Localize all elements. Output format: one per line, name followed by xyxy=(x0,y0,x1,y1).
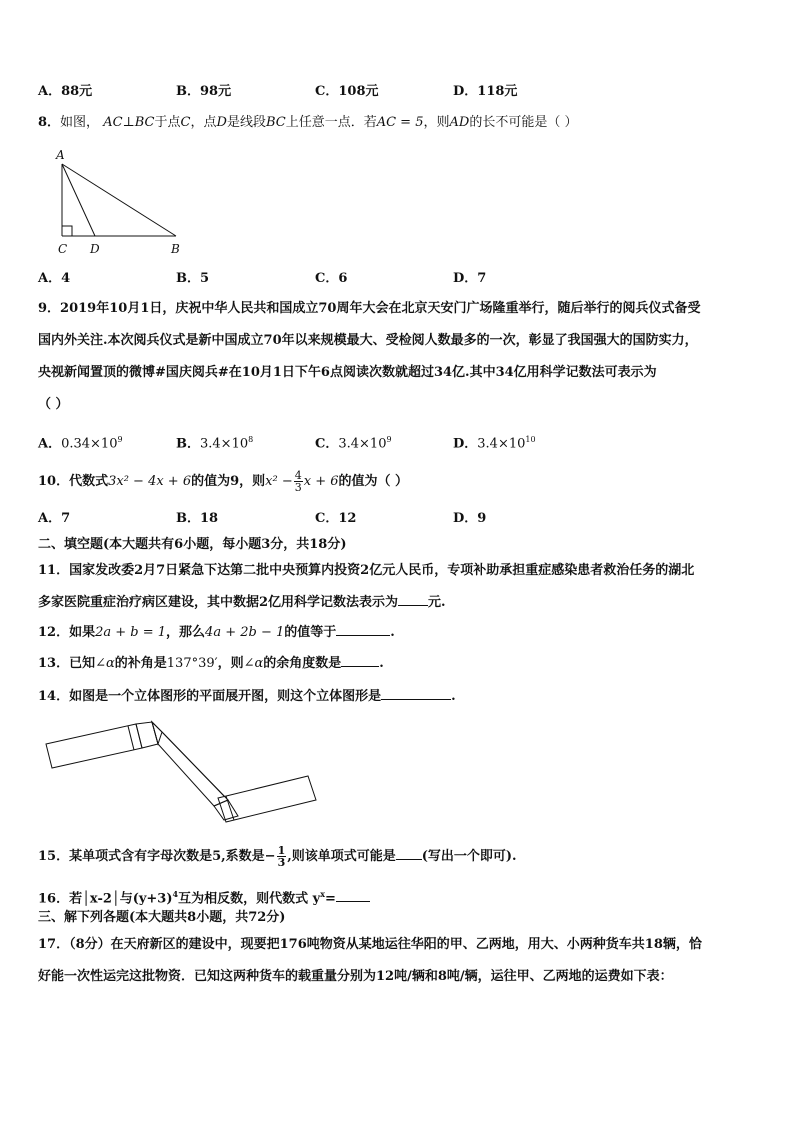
q9-line-4: （ ） xyxy=(38,397,69,412)
q17-line-1: 17．（8分）在天府新区的建设中，现要把176吨物资从某地运往华阳的甲、乙两地，用大、小两种货车共18辆，恰 xyxy=(38,937,702,952)
q8-option-b: B．5 xyxy=(176,271,210,286)
q10-option-b: B．18 xyxy=(176,511,219,526)
q10-option-a: A．7 xyxy=(38,511,71,526)
q15-stem: 15．某单项式含有字母次数是5,系数是− $\frac{1}{3}$ ,则该单项式可能是 (写出一个即可). xyxy=(38,844,517,869)
q10-option-c: C．12 xyxy=(315,511,357,526)
q13-answer-blank[interactable] xyxy=(341,654,379,667)
q15-answer-blank[interactable] xyxy=(396,847,422,860)
q12-stem: 12．如果2a + b = 1，那么4a + 2b − 1的值等于 . xyxy=(38,625,395,640)
q11-line-1: 11．国家发改委2月7日紧急下达第二批中央预算内投资2亿元人民币，专项补助承担重症感染患者救治任务的湖北 xyxy=(38,563,695,578)
q7-option-c: C．108元 xyxy=(315,84,379,99)
q8-stem: 8．如图， AC⊥BC于点C，点D是线段BC上任意一点．若AC = 5，则AD的长不可能是（ ） xyxy=(38,115,578,130)
label-c: C xyxy=(58,242,68,256)
right-angle-mark xyxy=(62,226,72,236)
q9-line-2: 国内外关注.本次阅兵仪式是新中国成立70年以来规模最大、受检阅人数最多的一次，彰显了我国强大的国防实力， xyxy=(38,333,698,348)
section-2-heading: 二、填空题(本大题共有6小题，每小题3分，共18分) xyxy=(38,537,347,552)
q7-options xyxy=(38,83,756,101)
q10-option-d: D．9 xyxy=(453,511,487,526)
q9-option-d: D．$3.4\times 10^{10}$ xyxy=(453,435,536,452)
q9-option-c: C．$3.4\times 10^9$ xyxy=(315,435,392,452)
q8-option-a: A．4 xyxy=(38,271,71,286)
q14-prism-net-figure xyxy=(38,714,338,826)
q9-line-3: 央视新闻置顶的微博#国庆阅兵#在10月1日下午6点阅读次数就超过34亿.其中34亿用科学记数法可表示为 xyxy=(38,365,657,380)
q8-option-d: D．7 xyxy=(453,271,487,286)
q9-options xyxy=(38,431,756,452)
q8-options xyxy=(38,270,756,288)
q9-option-b: B．$3.4\times 10^8$ xyxy=(176,435,254,452)
q9-line-1: 9．2019年10月1日，庆祝中华人民共和国成立70周年大会在北京天安门广场隆重举行，随后举行的阅兵仪式备受 xyxy=(38,301,701,316)
q7-option-a: A．88元 xyxy=(38,84,93,99)
section-3-heading: 三、解下列各题(本大题共8小题，共72分) xyxy=(38,910,286,925)
q10-fraction: $\frac{4}{3}$ xyxy=(294,469,302,494)
q11-line-2: 多家医院重症治疗病区建设，其中数据2亿用科学记数法表示为 元. xyxy=(38,595,446,610)
segment-ab xyxy=(62,164,176,236)
q14-answer-blank[interactable] xyxy=(381,687,451,700)
q15-fraction: $\frac{1}{3}$ xyxy=(277,844,286,869)
q11-answer-blank[interactable] xyxy=(398,593,428,606)
q8-option-c: C．6 xyxy=(315,271,348,286)
q13-stem: 13．已知∠α的补角是137°39′，则∠α的余角度数是 . xyxy=(38,656,384,671)
q8-triangle-figure xyxy=(50,140,200,260)
q14-stem: 14．如图是一个立体图形的平面展开图，则这个立体图形是 . xyxy=(38,689,456,704)
label-a: A xyxy=(56,148,65,162)
q17-line-2: 好能一次性运完这批物资．已知这两种货车的载重量分别为12吨/辆和8吨/辆，运往甲、乙两地的运费如下表： xyxy=(38,969,673,984)
q12-answer-blank[interactable] xyxy=(336,623,390,636)
q7-option-d: D．118元 xyxy=(453,84,518,99)
q7-option-b: B．98元 xyxy=(176,84,232,99)
q16-stem: 16．若│x-2│与$(y+3)^4$互为相反数，则代数式 $y^x=$ xyxy=(38,885,756,908)
q9-option-a: A．$0.34\times 10^9$ xyxy=(38,435,123,452)
q10-options xyxy=(38,510,756,528)
label-d: D xyxy=(90,242,100,256)
q10-stem: 10．代数式3x² − 4x + 6的值为9，则x² − $\frac{4}{3}$ x + 6的值为（ ） xyxy=(38,469,409,494)
q16-answer-blank[interactable] xyxy=(336,889,370,902)
label-b: B xyxy=(171,242,180,256)
